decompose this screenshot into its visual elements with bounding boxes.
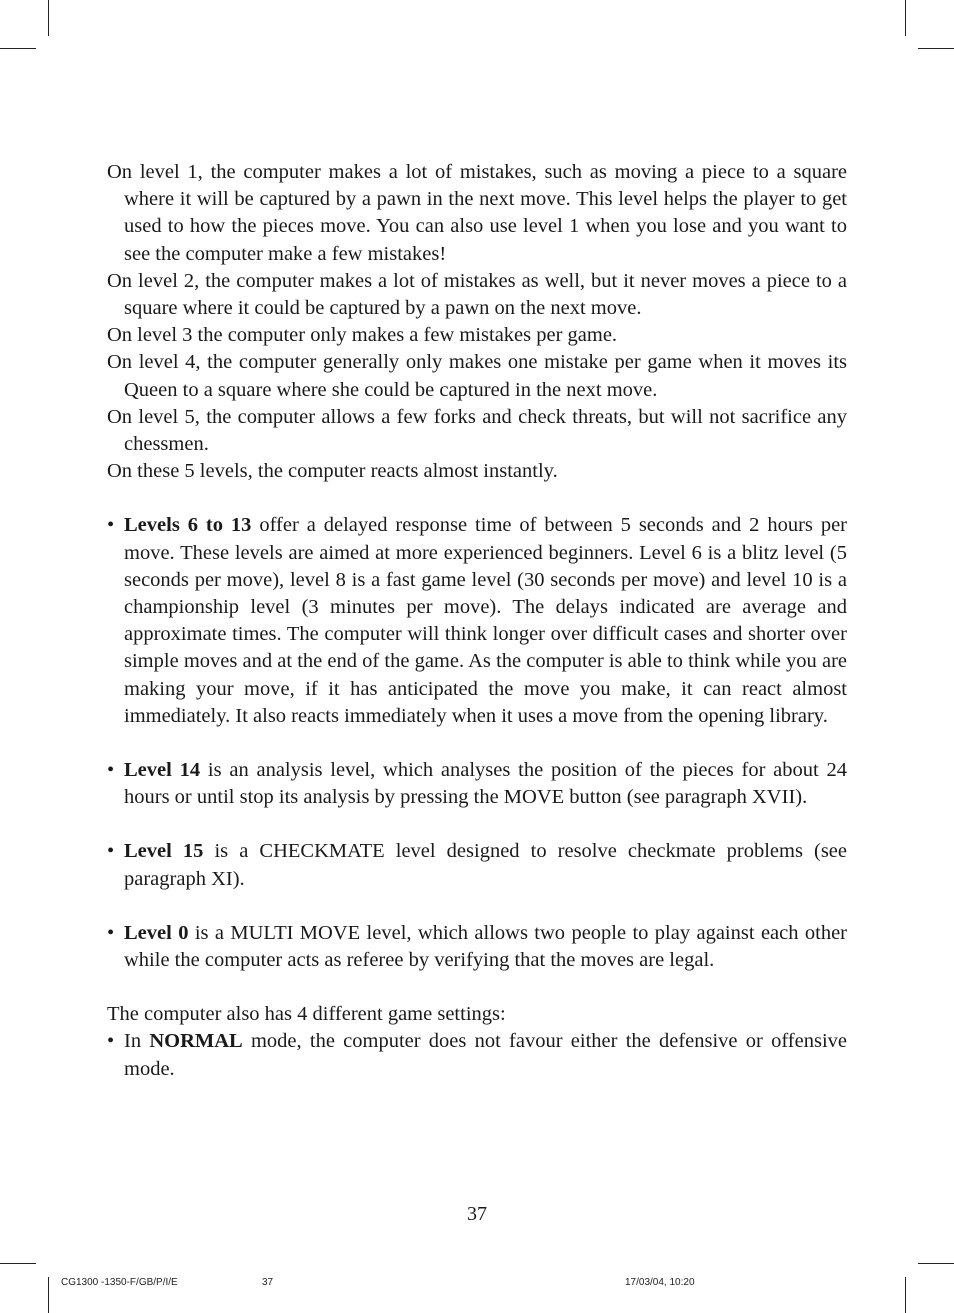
bullet-normal-mode [107, 1028, 847, 1082]
bullet-text: is an analysis level, which analyses the position of the pieces for about 24 hours or until stop its analysis by pressing the MOVE button (see paragraph XVII). [124, 759, 847, 809]
crop-mark [48, 1277, 49, 1313]
footer-code: CG1300 -1350-F/GB/P/I/E [61, 1277, 178, 1288]
bullet-icon: • [107, 759, 115, 782]
crop-mark [0, 48, 36, 49]
paragraph-level-5: On level 5, the computer allows a few forks and check threats, but will not sacrifice any chessmen. [107, 405, 847, 456]
bullet-text: is a MULTI MOVE level, which allows two people to play against each other while the computer acts as referee by verifying that the moves are legal. [124, 921, 847, 972]
paragraph-level-1: On level 1, the computer makes a lot of mistakes, such as moving a piece to a square where it will be captured by a pawn in the next move. This level helps the player to get used to how the pieces move. You can also use level 1 when you lose and you want to see the computer make a few mistakes! [107, 161, 847, 265]
bullet-level-14 [107, 757, 847, 811]
crop-mark [918, 1263, 954, 1264]
bullet-heading: Level 14 [124, 759, 201, 782]
bullet-icon: • [107, 514, 115, 537]
bullet-level-15 [107, 838, 847, 892]
settings-intro: The computer also has 4 different game settings: [107, 1003, 506, 1026]
crop-mark [48, 0, 49, 36]
footer-datetime: 17/03/04, 10:20 [625, 1277, 695, 1288]
page-number: 37 [467, 1203, 487, 1225]
crop-mark [0, 1263, 36, 1264]
crop-mark [918, 48, 954, 49]
bullet-icon: • [107, 921, 115, 944]
paragraph-level-3: On level 3 the computer only makes a few mistakes per game. [107, 324, 618, 347]
bullet-level-0 [107, 920, 847, 974]
paragraph-level-4: On level 4, the computer generally only makes one mistake per game when it moves its Queen to a square where she could be captured in the next move. [107, 351, 847, 401]
bullet-icon: • [107, 1030, 115, 1053]
crop-mark [905, 0, 906, 36]
crop-mark [905, 1277, 906, 1313]
footer-page: 37 [262, 1277, 274, 1288]
bullet-heading: Level 0 [124, 921, 189, 944]
bullet-text: is a CHECKMATE level designed to resolve checkmate problems (see paragraph XI). [124, 840, 847, 890]
paragraph-level-2: On level 2, the computer makes a lot of mistakes as well, but it never moves a piece to a square where it could be captured by a pawn on the next move. [107, 269, 847, 320]
paragraph-levels-summary: On these 5 levels, the computer reacts almost instantly. [107, 460, 558, 483]
page-body [107, 159, 847, 1083]
bullet-heading: NORMAL [149, 1030, 243, 1053]
bullet-text: mode, the computer does not favour either the defensive or offensive mode. [124, 1030, 847, 1080]
bullet-heading: Level 15 [124, 840, 204, 863]
bullet-heading: Levels 6 to 13 [124, 514, 252, 537]
bullet-prefix: In [124, 1030, 150, 1053]
bullet-icon: • [107, 840, 115, 863]
bullet-levels-6-13 [107, 512, 847, 730]
bullet-text: offer a delayed response time of between 5 seconds and 2 hours per move. These levels are aimed at more experienced beginners. Level 6 is a blitz level (5 seconds per move), level 8 is a fast game level (30 seconds per move) and level 10 is a championship level (3 minutes per move). The delays indicated are average and approximate times. The computer will think longer over difficult cases and shorter over simple moves and at the end of the game. As the computer is able to think while you are making your move, if it has anticipated the move you make, it can react almost immediately. It also reacts immediately when it uses a move from the opening library. [124, 514, 847, 727]
